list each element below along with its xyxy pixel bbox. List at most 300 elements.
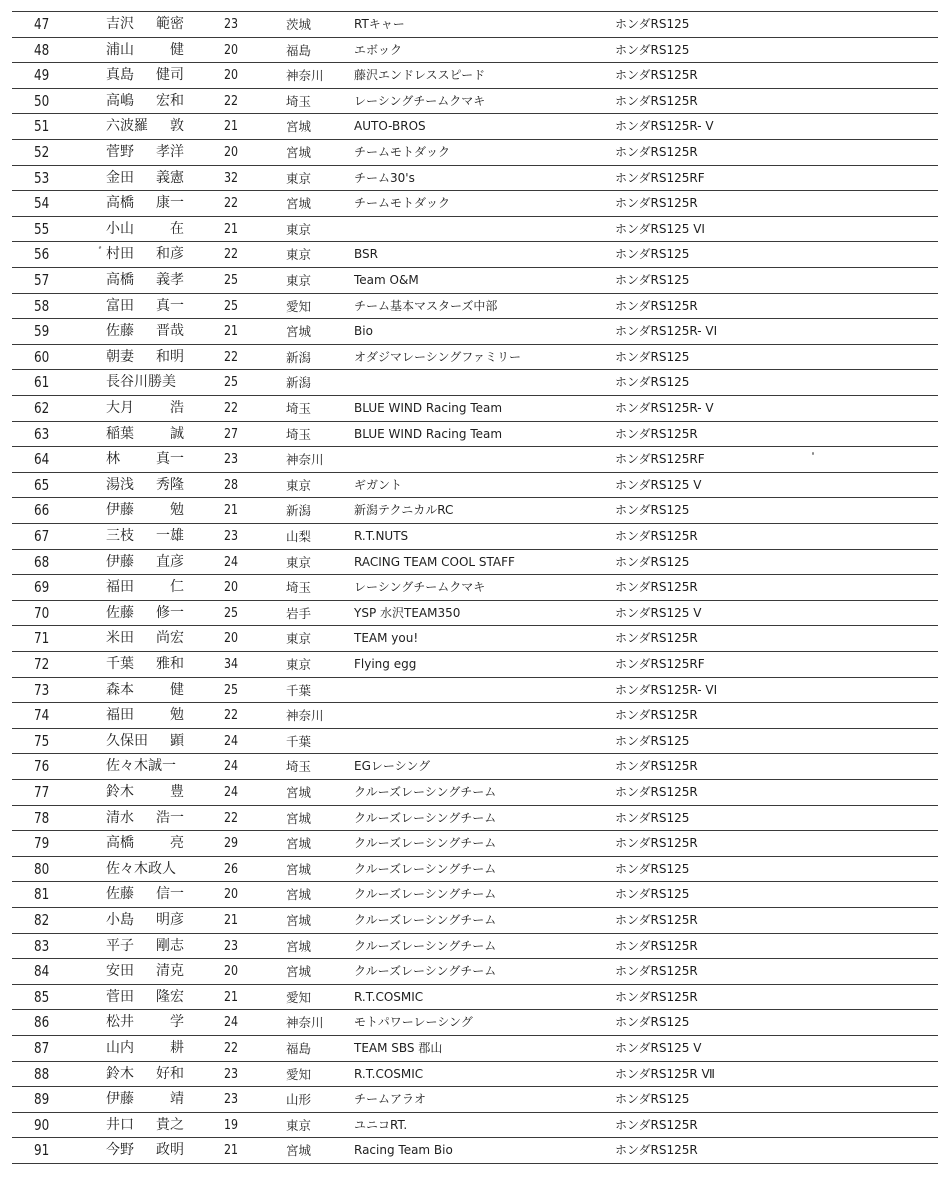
entry-number: 60 (34, 347, 50, 366)
rider-name (106, 780, 184, 806)
rider-name-part: 康一 (156, 195, 184, 212)
rider-age: 22 (224, 401, 239, 416)
machine: ホンダRS125 (615, 810, 690, 825)
table-row (12, 191, 938, 217)
rider-name (106, 703, 184, 729)
table-row (12, 806, 938, 832)
prefecture: 東京 (286, 631, 312, 647)
table-row (12, 575, 938, 601)
machine: ホンダRS125RF (615, 452, 705, 467)
rider-name (106, 1138, 184, 1164)
rider-name-part: 浩 (170, 400, 184, 416)
entry-number: 85 (34, 987, 50, 1006)
table-row (12, 294, 938, 320)
rider-age: 25 (224, 298, 239, 314)
team-name (354, 370, 604, 396)
team-name: 新潟テクニカルRC (354, 503, 454, 518)
rider-age: 21 (224, 1143, 239, 1159)
machine: ホンダRS125 (615, 349, 690, 364)
rider-age: 22 (224, 247, 239, 263)
table-row (12, 345, 938, 371)
team-name: クルーズレーシングチーム (354, 913, 497, 927)
team-name: R.T.COSMIC (354, 989, 424, 1004)
rider-name-part: 義孝 (156, 272, 184, 288)
rider-name (106, 294, 184, 320)
rider-age: 25 (224, 682, 239, 698)
rider-age: 20 (224, 964, 239, 980)
entry-number: 78 (34, 808, 50, 827)
rider-name-part: 井口 (106, 1116, 134, 1133)
rider-name (106, 319, 184, 345)
rider-name (106, 1087, 184, 1113)
rider-name-part: 菅野 (106, 144, 134, 160)
rider-name (106, 678, 184, 704)
machine: ホンダRS125 (615, 733, 690, 748)
rider-name-part: 健 (170, 41, 184, 58)
team-name: Team O&M (354, 273, 419, 287)
table-row (12, 1113, 938, 1139)
rider-age: 24 (224, 759, 239, 775)
prefecture: 宮城 (286, 913, 312, 928)
prefecture: 新潟 (286, 349, 312, 365)
rider-name (106, 63, 184, 89)
table-row (12, 38, 938, 64)
rider-name-part: 小島 (106, 912, 134, 928)
rider-age: 20 (224, 42, 239, 58)
rider-name-part: 松井 (106, 1014, 134, 1031)
team-name: EGレーシング (354, 759, 431, 774)
rider-name (106, 447, 184, 473)
table-row (12, 1087, 938, 1113)
team-name: チーム30's (354, 170, 415, 185)
rider-age: 25 (224, 273, 239, 288)
rider-name (106, 524, 184, 550)
team-name: モトパワーレーシング (354, 1015, 473, 1030)
entry-number: 91 (34, 1141, 50, 1160)
entry-number: 58 (34, 296, 50, 315)
rider-name-part: 福田 (106, 579, 134, 596)
rider-name-part: 金田 (106, 169, 134, 186)
table-row (12, 652, 938, 678)
table-row (12, 524, 938, 550)
rider-name-part: 高嶋 (106, 92, 134, 109)
machine: ホンダRS125RF (615, 657, 705, 671)
prefecture: 宮城 (286, 119, 312, 135)
rider-name-part: 範密 (156, 16, 184, 32)
rider-name-part: 鈴木 (106, 784, 134, 800)
rider-name (106, 191, 184, 217)
rider-age: 29 (224, 836, 239, 852)
entry-number: 89 (34, 1090, 50, 1109)
entry-number: 86 (34, 1013, 50, 1032)
rider-name (106, 831, 184, 857)
rider-age: 20 (224, 580, 239, 596)
rider-name (106, 473, 184, 499)
rider-name-part: 三枝 (106, 528, 134, 544)
entry-number: 77 (34, 783, 50, 801)
rider-name-part: 浦山 (106, 41, 134, 58)
machine: ホンダRS125 (615, 273, 690, 287)
team-name: BSR (354, 247, 378, 262)
machine: ホンダRS125 (615, 1015, 690, 1030)
prefecture: 東京 (286, 247, 312, 263)
machine: ホンダRS125 V (615, 1041, 702, 1055)
rider-name-part: 和彦 (156, 246, 184, 263)
machine: ホンダRS125R (615, 93, 698, 108)
entry-number: 74 (34, 706, 50, 725)
team-name: エボック (354, 42, 403, 57)
rider-age: 24 (224, 785, 239, 800)
prefecture: 宮城 (286, 324, 312, 340)
rider-name (106, 1010, 184, 1036)
rider-name-part: 湯浅 (106, 476, 134, 493)
table-row (12, 1138, 938, 1164)
rider-name-part: 佐藤 (106, 604, 134, 621)
prefecture: 埼玉 (286, 759, 312, 775)
rider-age: 23 (224, 1092, 239, 1108)
rider-name-part: 村田 (106, 246, 134, 263)
rider-age: 34 (224, 657, 239, 672)
table-row (12, 729, 938, 755)
entry-number: 76 (34, 757, 50, 776)
rider-name-part: 森本 (106, 681, 134, 698)
entry-number: 51 (34, 117, 50, 136)
rider-name-part: 好和 (156, 1065, 184, 1082)
table-row (12, 857, 938, 883)
prefecture: 宮城 (286, 196, 312, 212)
entry-number: 79 (34, 834, 50, 853)
table-row (12, 1036, 938, 1062)
rider-name (106, 12, 184, 38)
entry-number: 83 (34, 936, 50, 955)
machine: ホンダRS125R (615, 785, 698, 799)
rider-name (106, 89, 184, 115)
team-name: YSP 水沢TEAM350 (354, 605, 461, 620)
entry-number: 64 (34, 450, 50, 469)
rider-name-part: 亮 (170, 835, 184, 852)
team-name: RTキャー (354, 17, 405, 31)
prefecture: 山梨 (286, 529, 312, 544)
rider-name-part: 高橋 (106, 195, 134, 212)
rider-name-part: 平子 (106, 937, 134, 954)
machine: ホンダRS125R (615, 196, 698, 211)
team-name (354, 703, 604, 729)
rider-age: 24 (224, 1015, 239, 1031)
rider-age: 19 (224, 1117, 239, 1133)
table-row (12, 447, 938, 473)
rider-name (106, 498, 184, 524)
prefecture: 東京 (286, 477, 312, 493)
rider-age: 21 (224, 324, 239, 340)
prefecture: 埼玉 (286, 580, 312, 596)
entry-number: 70 (34, 603, 50, 622)
machine: ホンダRS125R- V (615, 401, 714, 415)
rider-name (106, 114, 184, 140)
table-row (12, 934, 938, 960)
entry-number: 47 (34, 15, 50, 33)
entry-number: 65 (34, 475, 50, 494)
rider-name (106, 166, 184, 192)
team-name (354, 729, 604, 755)
rider-age: 20 (224, 68, 239, 84)
entry-number: 88 (34, 1064, 50, 1083)
print-speck (812, 452, 814, 455)
rider-name-part: 伊藤 (106, 502, 134, 519)
prefecture: 愛知 (286, 298, 312, 314)
rider-age: 23 (224, 529, 239, 544)
rider-name (106, 38, 184, 64)
machine: ホンダRS125 V (615, 477, 702, 492)
entry-number: 72 (34, 655, 50, 673)
rider-age: 24 (224, 554, 239, 570)
machine: ホンダRS125 (615, 1092, 690, 1107)
rider-name-part: 孝洋 (156, 144, 184, 160)
rider-name-part: 健 (170, 681, 184, 698)
table-row (12, 678, 938, 704)
prefecture: 埼玉 (286, 93, 312, 109)
prefecture: 東京 (286, 170, 312, 186)
rider-name-part: 高橋 (106, 272, 134, 288)
rider-name-part: 健司 (156, 67, 184, 84)
prefecture: 神奈川 (286, 452, 324, 468)
team-name: Bio (354, 324, 373, 339)
rider-name-part: 誠 (170, 425, 184, 442)
rider-age: 25 (224, 375, 239, 391)
rider-name-part: 敦 (170, 118, 184, 135)
team-name (354, 447, 604, 473)
rider-name-part: 豊 (170, 784, 184, 800)
rider-name-part: 真島 (106, 67, 134, 84)
rider-name (106, 601, 184, 627)
rider-name-part: 仁 (170, 579, 184, 596)
rider-age: 21 (224, 913, 239, 928)
prefecture: 岩手 (286, 605, 312, 621)
rider-name (106, 754, 184, 780)
machine: ホンダRS125 (615, 17, 690, 31)
rider-name-part: 鈴木 (106, 1065, 134, 1082)
team-name: RACING TEAM COOL STAFF (354, 554, 515, 569)
table-row (12, 473, 938, 499)
table-row (12, 12, 938, 38)
team-name: TEAM SBS 郡山 (354, 1041, 443, 1055)
prefecture: 宮城 (286, 785, 312, 800)
rider-age: 24 (224, 733, 239, 749)
entry-number: 82 (34, 911, 50, 929)
prefecture: 宮城 (286, 861, 312, 877)
prefecture: 東京 (286, 554, 312, 570)
prefecture: 愛知 (286, 1066, 312, 1082)
rider-age: 21 (224, 989, 239, 1005)
prefecture: 宮城 (286, 938, 312, 954)
team-name: AUTO-BROS (354, 119, 426, 134)
entry-number: 87 (34, 1039, 50, 1057)
rider-age: 21 (224, 503, 239, 519)
machine: ホンダRS125 VI (615, 221, 705, 236)
table-row (12, 882, 938, 908)
machine: ホンダRS125R (615, 989, 698, 1004)
rider-age: 21 (224, 119, 239, 135)
team-name: Flying egg (354, 657, 417, 671)
rider-name (106, 242, 184, 268)
team-name: クルーズレーシングチーム (354, 810, 497, 825)
prefecture: 福島 (286, 42, 312, 58)
machine: ホンダRS125 (615, 503, 690, 518)
rider-name-part: 佐藤 (106, 323, 134, 340)
rider-name (106, 806, 184, 832)
table-row (12, 754, 938, 780)
rider-name-part: 義憲 (156, 169, 184, 186)
machine: ホンダRS125R (615, 68, 698, 83)
team-name: チームモトダック (354, 196, 451, 211)
table-row (12, 498, 938, 524)
prefecture: 愛知 (286, 989, 312, 1005)
entry-number: 49 (34, 66, 50, 85)
machine: ホンダRS125R (615, 1143, 698, 1158)
entry-number: 55 (34, 219, 50, 238)
rider-name-part: 秀隆 (156, 476, 184, 493)
team-name: クルーズレーシングチーム (354, 785, 497, 799)
team-name: ギガント (354, 477, 403, 492)
team-name: クルーズレーシングチーム (354, 836, 497, 851)
rider-name-part: 大月 (106, 400, 134, 416)
rider-name-part: 在 (170, 220, 184, 237)
entry-number: 66 (34, 501, 50, 520)
rider-name (106, 1113, 184, 1139)
rider-name (106, 729, 184, 755)
team-name: クルーズレーシングチーム (354, 861, 497, 876)
machine: ホンダRS125R (615, 913, 698, 927)
rider-age: 25 (224, 605, 239, 621)
rider-name-part: 一雄 (156, 528, 184, 544)
entry-number: 61 (34, 373, 50, 392)
table-row (12, 370, 938, 396)
team-name: 藤沢エンドレススピード (354, 68, 486, 83)
table-row (12, 140, 938, 166)
rider-name (106, 908, 184, 934)
rider-name-part: 靖 (170, 1091, 184, 1108)
table-row (12, 242, 938, 268)
team-name: BLUE WIND Racing Team (354, 401, 503, 415)
entry-number: 62 (34, 399, 50, 417)
entry-number: 84 (34, 962, 50, 981)
entry-number: 63 (34, 424, 50, 443)
prefecture: 千葉 (286, 682, 312, 698)
team-name (354, 217, 604, 243)
prefecture: 神奈川 (286, 708, 324, 724)
rider-name-part: 貴之 (156, 1116, 184, 1133)
rider-name-part: 伊藤 (106, 1091, 134, 1108)
rider-name-part: 真一 (156, 451, 184, 468)
machine: ホンダRS125R- VI (615, 324, 718, 339)
rider-name-part: 佐藤 (106, 886, 134, 903)
rider-name-part: 学 (170, 1014, 184, 1031)
machine: ホンダRS125R (615, 836, 698, 851)
prefecture: 福島 (286, 1041, 312, 1056)
entry-number: 56 (34, 245, 50, 264)
rider-name-part: 千葉 (106, 656, 134, 672)
machine: ホンダRS125R (615, 964, 698, 979)
rider-name-part: 隆宏 (156, 988, 184, 1005)
entry-number: 75 (34, 731, 50, 750)
table-row (12, 319, 938, 345)
prefecture: 東京 (286, 1117, 312, 1133)
rider-age: 32 (224, 170, 239, 186)
team-name: クルーズレーシングチーム (354, 964, 497, 979)
rider-name-part: 信一 (156, 886, 184, 903)
table-row (12, 1010, 938, 1036)
rider-name-part: 山内 (106, 1040, 134, 1056)
rider-age: 22 (224, 349, 239, 365)
rider-name (106, 422, 184, 448)
prefecture: 宮城 (286, 964, 312, 980)
table-row (12, 550, 938, 576)
entry-number: 73 (34, 680, 50, 699)
rider-age: 23 (224, 452, 239, 468)
machine: ホンダRS125R (615, 580, 698, 595)
rider-name-part: 佐々木政人 (106, 860, 176, 877)
rider-name-part: 政明 (156, 1142, 184, 1159)
rider-name (106, 575, 184, 601)
rider-age: 26 (224, 861, 239, 877)
rider-age: 23 (224, 17, 239, 32)
entry-number: 68 (34, 552, 50, 571)
team-name: Racing Team Bio (354, 1143, 453, 1158)
machine: ホンダRS125R (615, 298, 698, 313)
team-name: クルーズレーシングチーム (354, 887, 497, 902)
prefecture: 東京 (286, 221, 312, 237)
machine: ホンダRS125R (615, 631, 698, 646)
table-row (12, 1062, 938, 1088)
team-name: チーム基本マスターズ中部 (354, 298, 498, 313)
prefecture: 宮城 (286, 1143, 312, 1159)
team-name: レーシングチームクマキ (354, 580, 486, 595)
team-name: R.T.COSMIC (354, 1066, 424, 1081)
entry-number: 71 (34, 629, 50, 648)
rider-name-part: 吉沢 (106, 16, 134, 32)
entry-number: 69 (34, 578, 50, 597)
rider-name-part: 耕 (170, 1040, 184, 1056)
table-row (12, 396, 938, 422)
table-row (12, 703, 938, 729)
rider-name-part: 真一 (156, 297, 184, 314)
machine: ホンダRS125RF (615, 170, 705, 185)
rider-age: 23 (224, 1066, 239, 1082)
rider-age: 23 (224, 938, 239, 954)
table-row (12, 780, 938, 806)
rider-name-part: 修一 (156, 604, 184, 621)
team-name (354, 678, 604, 704)
rider-age: 22 (224, 708, 239, 724)
rider-name-part: 朝妻 (106, 348, 134, 365)
entry-list-sheet (12, 8, 938, 1198)
team-name: レーシングチームクマキ (354, 93, 486, 108)
machine: ホンダRS125 (615, 861, 690, 876)
rider-name (106, 934, 184, 960)
rider-name-part: 和明 (156, 348, 184, 365)
machine: ホンダRS125R (615, 145, 698, 159)
rider-age: 21 (224, 221, 239, 237)
rider-name-part: 明彦 (156, 912, 184, 928)
table-row (12, 985, 938, 1011)
prefecture: 新潟 (286, 375, 312, 391)
rider-name-part: 長谷川勝美 (106, 374, 176, 391)
machine: ホンダRS125R Ⅶ (615, 1066, 715, 1081)
table-row (12, 626, 938, 652)
rider-name-part: 勉 (170, 707, 184, 724)
rider-name-part: 今野 (106, 1142, 134, 1159)
rider-name-part: 富田 (106, 297, 134, 314)
entry-number: 57 (34, 271, 50, 289)
